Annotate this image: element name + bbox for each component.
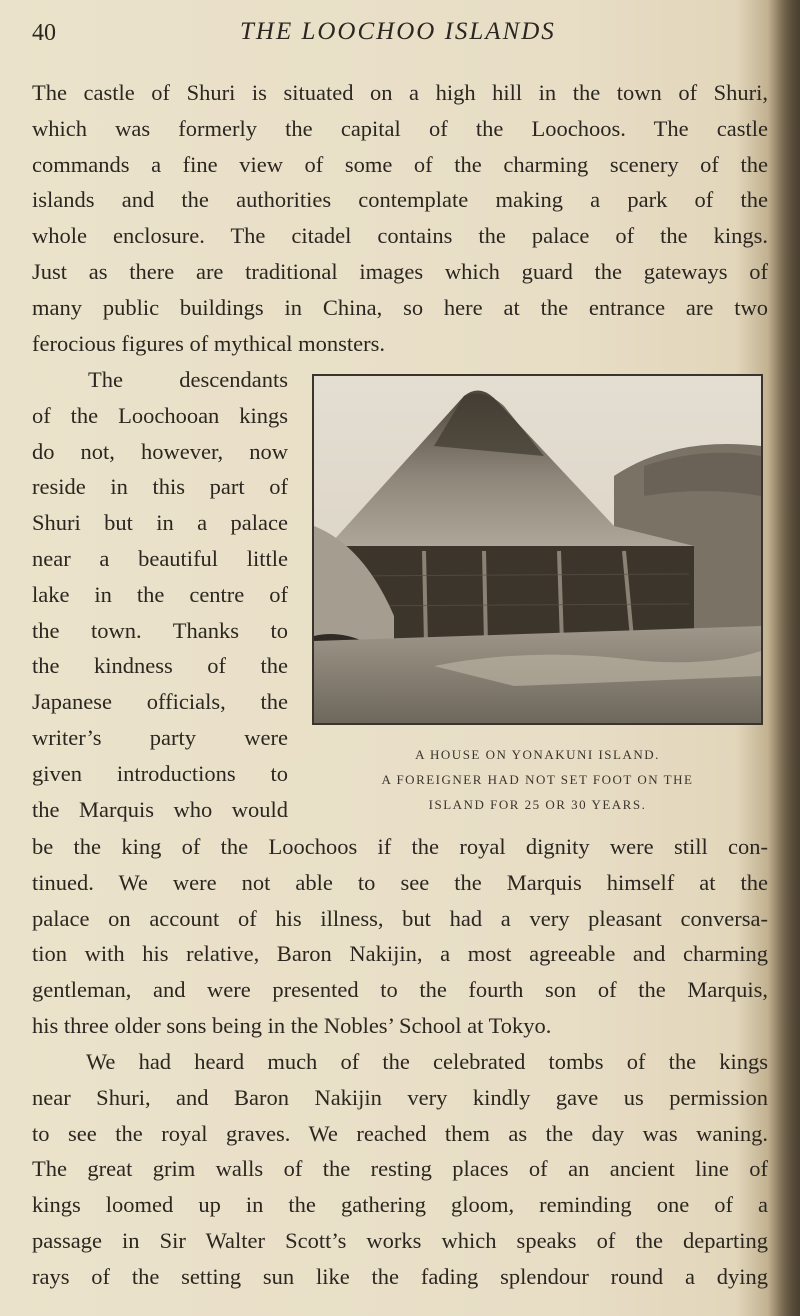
text-line: ferocious figures of mythical monsters. — [32, 330, 386, 356]
text-line: to see the royal graves. We reached them as the day was waning. — [32, 1120, 768, 1146]
caption-line: ISLAND FOR 25 OR 30 YEARS. — [428, 797, 647, 812]
text-line: lake in the centre of — [32, 581, 288, 607]
text-line: Just as there are traditional images which guard the gateways of — [32, 258, 768, 284]
text-line: tinued. We were not able to see the Marquis himself at the — [32, 869, 768, 895]
text-line: Japanese officials, the — [32, 689, 288, 715]
text-line: the kindness of the — [32, 653, 288, 679]
text-line: islands and the authorities contemplate making a park of the — [32, 187, 768, 213]
text-line: Shuri but in a palace — [32, 510, 288, 536]
paragraph-2-wrapped — [32, 362, 288, 827]
house-photograph — [312, 374, 763, 725]
caption-line: A FOREIGNER HAD NOT SET FOOT ON THE — [381, 772, 694, 787]
text-line: writer’s party were — [32, 724, 288, 750]
text-line: commands a fine view of some of the charming scenery of the — [32, 151, 768, 177]
caption-line: A HOUSE ON YONAKUNI ISLAND. — [415, 747, 660, 762]
page-number: 40 — [32, 20, 56, 46]
paragraph-3 — [32, 1044, 768, 1295]
text-line: tion with his relative, Baron Nakijin, a most agreeable and charming — [32, 941, 768, 967]
photo-caption — [312, 742, 763, 817]
text-line: The descendants — [88, 367, 288, 392]
text-line: near Shuri, and Baron Nakijin very kindly gave us permission — [32, 1084, 768, 1110]
text-line: The great grim walls of the resting places of an ancient line of — [32, 1156, 768, 1182]
page-header — [32, 18, 762, 54]
text-line: the town. Thanks to — [32, 617, 288, 643]
text-line: We had heard much of the celebrated tombs of the kings — [86, 1049, 768, 1074]
text-line: kings loomed up in the gathering gloom, reminding one of a — [32, 1192, 768, 1218]
text-line: gentleman, and were presented to the fourth son of the Marquis, — [32, 977, 768, 1003]
text-line: palace on account of his illness, but had a very pleasant conversa- — [32, 905, 768, 931]
text-line: given introductions to — [32, 760, 288, 786]
paragraph-2-continued — [32, 829, 768, 1044]
text-line: which was formerly the capital of the Loochoos. The castle — [32, 115, 768, 141]
page-gutter-shadow — [768, 0, 800, 1316]
text-line: the Marquis who would — [32, 796, 288, 822]
text-line: The castle of Shuri is situated on a high hill in the town of Shuri, — [32, 80, 768, 105]
text-line: reside in this part of — [32, 474, 288, 500]
text-line: be the king of the Loochoos if the royal dignity were still con- — [32, 834, 768, 859]
text-line: near a beautiful little — [32, 545, 288, 571]
text-line: passage in Sir Walter Scott’s works which speaks of the departing — [32, 1227, 768, 1253]
text-line: many public buildings in China, so here at the entrance are two — [32, 294, 768, 320]
text-line: of the Loochooan kings — [32, 402, 288, 428]
text-line: rays of the setting sun like the fading splendour round a dying — [32, 1263, 768, 1289]
running-head: THE LOOCHOO ISLANDS — [240, 18, 556, 45]
text-line: his three older sons being in the Nobles’ School at Tokyo. — [32, 1012, 552, 1038]
paragraph-1 — [32, 75, 768, 361]
thatched-house-illustration — [314, 376, 761, 723]
text-line: whole enclosure. The citadel contains the palace of the kings. — [32, 223, 768, 249]
text-line: do not, however, now — [32, 438, 288, 464]
